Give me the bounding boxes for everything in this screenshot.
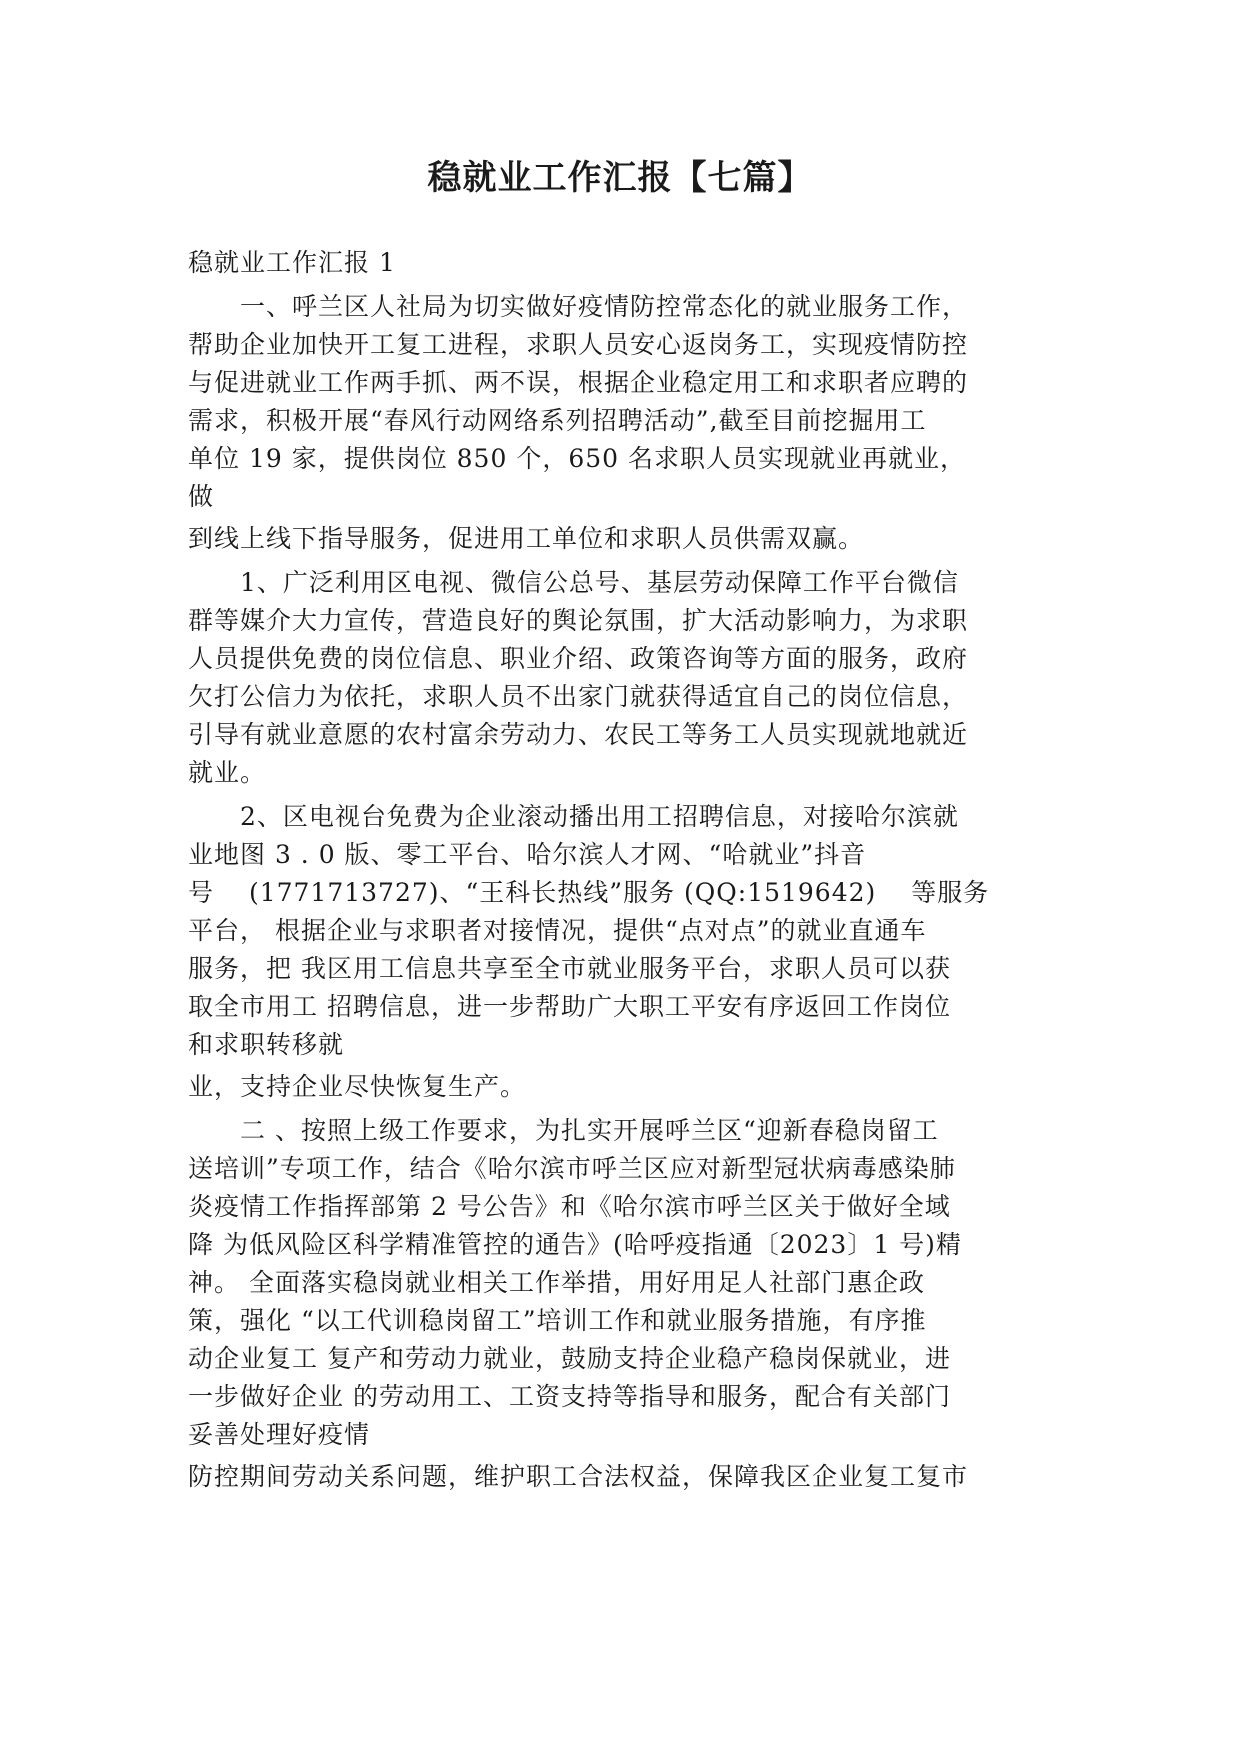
paragraph-line: 送培训”专项工作，结合《哈尔滨市呼兰区应对新型冠状病毒感染肺: [188, 1154, 956, 1183]
paragraph-line: 二 、按照上级工作要求，为扎实开展呼兰区“迎新春稳岗留工: [188, 1116, 939, 1145]
paragraph-line: 和求职转移就: [188, 1030, 345, 1059]
document-title: 稳就业工作汇报【七篇】: [427, 158, 813, 198]
paragraph-line: 炎疫情工作指挥部第 2 号公告》和《哈尔滨市呼兰区关于做好全域: [188, 1192, 951, 1221]
paragraph-line: 神。 全面落实稳岗就业相关工作举措，用好用足人社部门惠企政: [188, 1268, 925, 1297]
paragraph-line: 引导有就业意愿的农村富余劳动力、农民工等务工人员实现就地就近: [188, 720, 969, 749]
paragraph-line: 服务，把 我区用工信息共享至全市就业服务平台，求职人员可以获: [188, 954, 951, 983]
paragraph-line: 1、广泛利用区电视、微信公总号、基层劳动保障工作平台微信: [188, 568, 959, 597]
paragraph-line: 人员提供免费的岗位信息、职业介绍、政策咨询等方面的服务，政府: [188, 644, 969, 673]
paragraph-line: 策，强化 “以工代训稳岗留工”培训工作和就业服务措施，有序推: [188, 1306, 927, 1335]
paragraph-line: 群等媒介大力宣传，营造良好的舆论氛围，扩大活动影响力，为求职: [188, 606, 969, 635]
paragraph-line: 单位 19 家，提供岗位 850 个，650 名求职人员实现就业再就业，: [188, 444, 966, 473]
section-heading: 稳就业工作汇报 1: [188, 248, 396, 277]
paragraph-line: 业地图 3 . 0 版、零工平台、哈尔滨人才网、“哈就业”抖音: [188, 840, 867, 869]
paragraph-line: 一、呼兰区人社局为切实做好疫情防控常态化的就业服务工作，: [188, 292, 969, 321]
paragraph-line: 到线上线下指导服务，促进用工单位和求职人员供需双赢。: [188, 524, 865, 553]
paragraph-line: 号 (1771713727)、“王科长热线”服务 (QQ:1519642) 等服务: [188, 878, 990, 907]
paragraph-line: 做: [188, 482, 215, 511]
paragraph-line: 帮助企业加快开工复工进程，求职人员安心返岗务工，实现疫情防控: [188, 330, 969, 359]
document-body: [188, 244, 1068, 1496]
paragraph-line: 平台， 根据企业与求职者对接情况，提供“点对点”的就业直通车: [188, 916, 927, 945]
paragraph-line: 妥善处理好疫情: [188, 1420, 371, 1449]
paragraph-line: 2、区电视台免费为企业滚动播出用工招聘信息，对接哈尔滨就: [188, 802, 959, 831]
paragraph-line: 需求，积极开展“春风行动网络系列招聘活动”,截至目前挖掘用工: [188, 406, 927, 435]
paragraph-line: 一步做好企业 的劳动用工、工资支持等指导和服务，配合有关部门: [188, 1382, 951, 1411]
paragraph-line: 降 为低风险区科学精准管控的通告》(哈呼疫指通〔2023〕1 号)精: [188, 1230, 962, 1259]
paragraph-line: 与促进就业工作两手抓、两不误，根据企业稳定用工和求职者应聘的: [188, 368, 969, 397]
paragraph-line: 取全市用工 招聘信息，进一步帮助广大职工平安有序返回工作岗位: [188, 992, 951, 1021]
paragraph-line: 动企业复工 复产和劳动力就业，鼓励支持企业稳产稳岗保就业，进: [188, 1344, 951, 1373]
paragraph-line: 欠打公信力为依托，求职人员不出家门就获得适宜自己的岗位信息，: [188, 682, 969, 711]
paragraph-line: 业，支持企业尽快恢复生产。: [188, 1072, 527, 1101]
paragraph-line: 就业。: [188, 758, 267, 787]
paragraph-line: 防控期间劳动关系问题，维护职工合法权益，保障我区企业复工复市: [188, 1462, 969, 1491]
